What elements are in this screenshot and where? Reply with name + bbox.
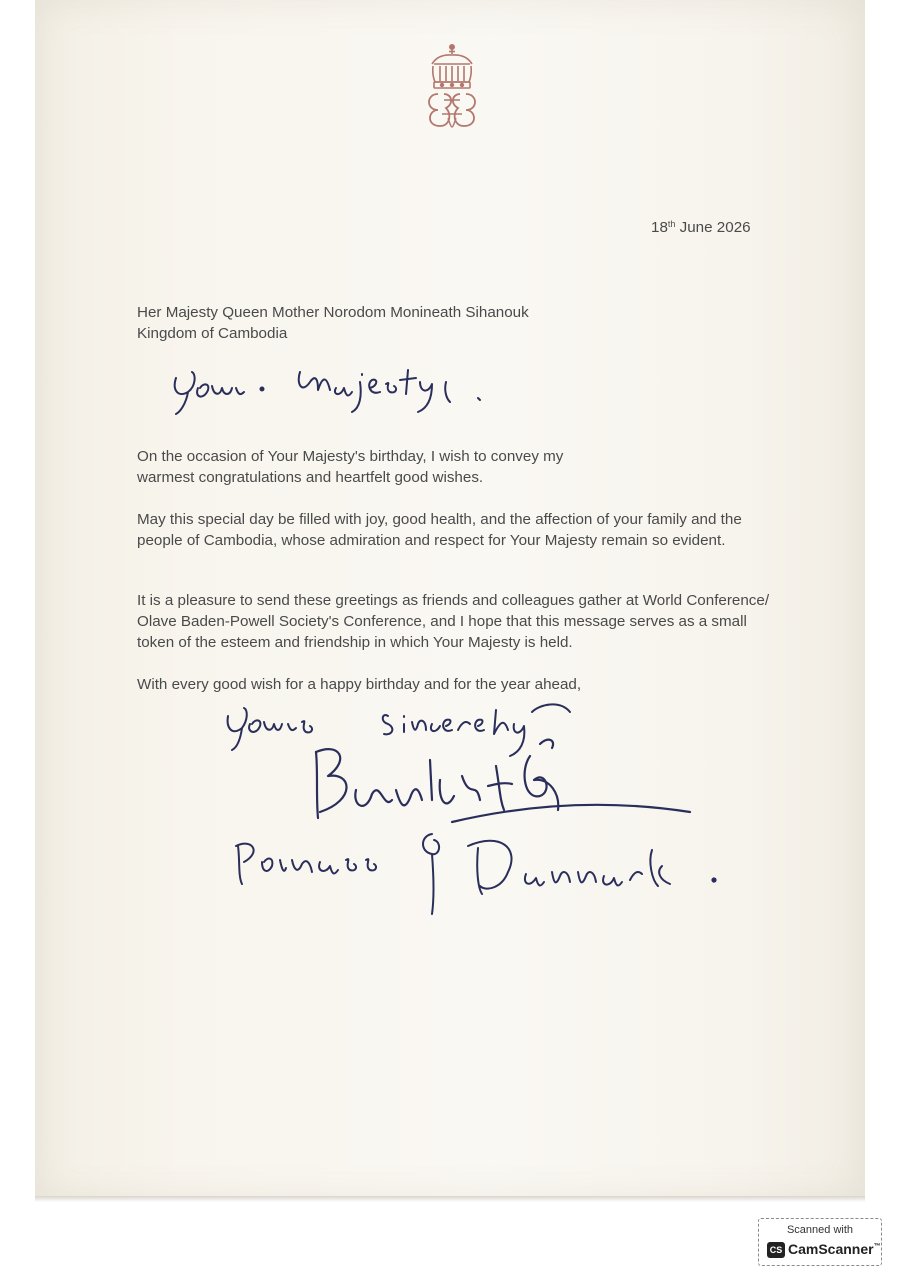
letter-date: 18th June 2026	[651, 219, 751, 236]
camscanner-badge	[758, 1218, 882, 1266]
scanner-brand: CS CamScanner™	[767, 1241, 881, 1258]
body-paragraph-1: On the occasion of Your Majesty's birthday, I wish to convey my warmest congratulations and heartfelt good wishes.	[137, 448, 564, 486]
paper-edge	[35, 1196, 865, 1202]
addressee-block	[137, 302, 737, 344]
addressee-country: Kingdom of Cambodia	[137, 325, 288, 342]
body-paragraph-4: With every good wish for a happy birthday and for the year ahead,	[137, 676, 582, 693]
scanner-caption: Scanned with	[786, 1224, 854, 1236]
body-paragraph-3: It is a pleasure to send these greetings as friends and colleagues gather at World Conference/ Olave Baden-Powell Society's Conference, and I hope that this message serves as a small token of the esteem and friendship in which Your Majesty is held.	[137, 592, 770, 651]
camscanner-logo-icon: CS	[767, 1242, 785, 1258]
body-paragraph-2: May this special day be filled with joy, good health, and the affection of your family and the people of Cambodia, whose admiration and respect for Your Majesty remain so evident.	[137, 511, 742, 549]
royal-crown-monogram-icon	[418, 42, 486, 132]
addressee-name: Her Majesty Queen Mother Norodom Monineath Sihanouk	[137, 304, 529, 321]
